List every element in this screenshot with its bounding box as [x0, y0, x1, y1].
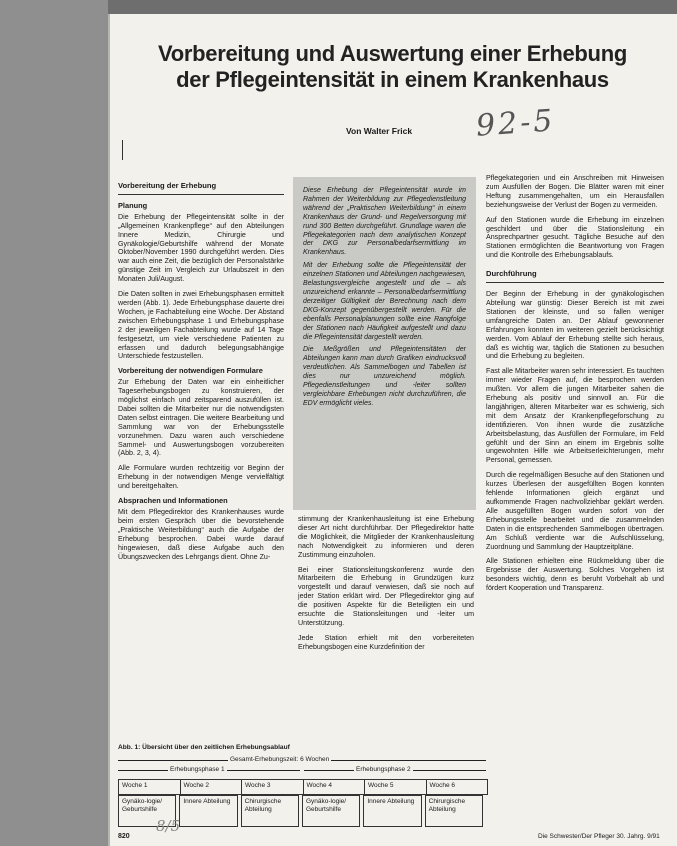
- week-row: [118, 779, 488, 795]
- subsection-title: Planung: [118, 200, 148, 210]
- article-title: [108, 41, 677, 93]
- column-1: [118, 182, 284, 567]
- week-cell: Woche 5: [364, 780, 426, 794]
- week-cell: Woche 6: [426, 780, 488, 794]
- figure-timeline: [118, 755, 486, 825]
- section-title: Vorbereitung der Erhebung: [118, 182, 284, 195]
- paragraph: stimmung der Krankenhausleitung ist eine Erhebung dieser Art nicht durchführbar. Der Pflegedirektor hatte die Möglichkeit, die Mitglieder der Krankenhausleitung nach Notwendigkeit zu informieren und deren Zustimmung einzuholen.: [298, 515, 474, 559]
- week-cell: Woche 2: [180, 780, 242, 794]
- paragraph: Die Daten sollten in zwei Erhebungsphasen ermittelt werden (Abb. 1). Jede Erhebungsphase dauerte drei Wochen, je Fachabteilung eine Woche. Der Abstand zwischen Erhebungsphase 1 und Erhebungsphase 2 der jeweiligen Fachabteilung wurde auf 14 Tage festgesetzt, um viele verschiedene Patienten zu erfassen und dadurch belegungsabhängige Unterschiede festzustellen.: [118, 290, 284, 361]
- paragraph: Durch die regelmäßigen Besuche auf den Stationen und kurzes Überlesen der ausgefüllten Bogen konnten fehlende Informationen gleich ergänzt und aufkommende Fragen nachvollziehbar geklärt werden. Alle ausgefüllten Bogen wurden sofort von der Erhebungsstelle bearbeitet und die zusammelnden Daten in die entsprechenden Sammelbogen übertragen. Am Schluß verdiente war die Aufschlüsselung, Zuordnung und Sammlung der Hauptzeitpläne.: [486, 471, 664, 551]
- title-line-2: der Pflegeintensität in einem Krankenhaus: [176, 67, 609, 92]
- phase1-label: Erhebungsphase 1: [170, 766, 225, 773]
- title-line-1: Vorbereitung und Auswertung einer Erhebung: [158, 41, 627, 66]
- info-box: [293, 177, 476, 510]
- paragraph: Die Erhebung der Pflegeintensität sollte in der „Allgemeinen Krankenpflege“ auf den Abteilungen Innere Medizin, Chirurgie und Gynäkologie/Geburtshilfe während der Monate Oktober/November 1990 durchgeführt werden. Dies war auch eine Zeit, die bezüglich der Personalstärke günstige Zeit im Vergleich zur Urlaubszeit in den Monaten Juli/August.: [118, 212, 284, 284]
- week-cell: Woche 4: [303, 780, 365, 794]
- scan-edge: [108, 0, 677, 14]
- paragraph: Alle Formulare wurden rechtzeitig vor Beginn der Erhebung in der notwendigen Menge vervielfältigt und bereitgehalten.: [118, 464, 284, 491]
- week-cell: Woche 1: [122, 782, 148, 789]
- author-line: Von Walter Frick: [346, 126, 413, 136]
- page-number: 820: [118, 833, 130, 840]
- section-title: Durchführung: [486, 270, 664, 283]
- department-cell: Gynäko-logie/ Geburtshilfe: [118, 795, 176, 827]
- paragraph: Jede Station erhielt mit den vorbereiteten Erhebungsbogen eine Kurzdefinition der: [298, 633, 474, 651]
- paragraph: Auf den Stationen wurde die Erhebung im einzelnen geschildert und über die Stationsleitung ein Ansprechpartner gesucht. Tägliche Besuche auf den Stationen ermöglichten die Beantwortung von Fragen und die Kontrolle des Erhebungsablaufs.: [486, 215, 664, 260]
- department-cell: Gynäko-logie/ Geburtshilfe: [302, 795, 360, 827]
- figure-caption: Abb. 1: Übersicht über den zeitlichen Erhebungsablauf: [118, 744, 290, 751]
- document-page: [108, 14, 677, 846]
- week-cell: Woche 3: [241, 780, 303, 794]
- paragraph: Fast alle Mitarbeiter waren sehr interessiert. Es tauchten immer wieder Fragen auf, die besprochen werden mußten. Vor allem die jungen Mitarbeiter sahen die Erhebung als positiv und sinnvoll an. Für die langjährigen, älteren Mitarbeiter war es schwierig, sich mit dem Ansatz der Krankenpflegeforschung zu identifizieren. Von ihnen wurde die zusätzliche Arbeitsbelastung, das Ausfüllen der Formulare, im Feld gefühlt und der Sinn an einem im Ergebnis sollte ungewohnten Hilfe wie Arbeitserleichterungen, mehr Personal, gemessen.: [486, 367, 664, 465]
- subsection-title: Absprachen und Informationen: [118, 496, 228, 506]
- column-2: [298, 515, 474, 658]
- paragraph: Mit dem Pflegedirektor des Krankenhauses wurde beim ersten Gespräch über die bevorstehende „Praktische Weiterbildung“ auch die Aufgabe der Erhebung besprochen. Dabei wurde darauf hingewiesen, daß diese Aufgabe auch den Übungszwecken des Lehrgangs dient. Ohne Zu-: [118, 508, 284, 561]
- box-paragraph: Diese Erhebung der Pflegeintensität wurde im Rahmen der Weiterbildung zur Pflegedienstleitung während der „Praktischen Weiterbildung“ in einem Krankenhaus der Grund- und Regelversorgung mit rund 300 Betten durchgeführt. Grundlage waren die Pflegekategorien nach dem analytischen Konzept der DKG zur Personalbedarfsermittlung im Krankenhaus.: [303, 187, 466, 257]
- box-paragraph: Mit der Erhebung sollte die Pflegeintensität der einzelnen Stationen und Abteilungen nachgewiesen, Belastungsvergleiche angestellt und die – als unzureichend erkannte – Personalbedarfsermittlung derzeitiger Gültigkeit der Berechnung nach dem DKG-Konzept gegenübergestellt werden. Für die ebenfalls Personalplanungen sollte eine Rangfolge der Stationen nach Häufigkeit aufgestellt und dazu die Pflegeintensität dargestellt werden.: [303, 262, 466, 341]
- scan-shadow: [108, 14, 110, 846]
- paragraph: Alle Stationen erhielten eine Rückmeldung über die Ergebnisse der Auswertung. Solches Vorgehen ist besonders wichtig, denn es beruht Vorbehalt ab und fördert Kooperation und Transparenz.: [486, 557, 664, 593]
- phase2-label: Erhebungsphase 2: [356, 766, 411, 773]
- department-cell: Chirurgische Abteilung: [241, 795, 299, 827]
- handwritten-note: 92-5: [474, 103, 557, 144]
- paragraph: Zur Erhebung der Daten war ein einheitlicher Tageserhebungsbogen zu konstruieren, der möglichst einfach und zeitsparend auszufüllen ist. Dabei sollten die Mitarbeiter nur die notwendigsten Daten selbst eintragen. Die weitere Bearbeitung und Sammlung war von der Erhebungsstelle vorzunehmen. Dazu waren auch verschiedene Sammel- und Auswertungsbogen vorzubereiten (Abb. 2, 3, 4).: [118, 378, 284, 458]
- box-paragraph: Die Meßgrößen und Pflegeintensitäten der Abteilungen kann man durch Grafiken eindrucksvoll verdeutlichen. Als Sammelbogen und Tabellen ist dies nur unzureichend möglich. Pflegedienstleitungen und -leiter sollten vergleichbare Erhebungen nicht durchzuführen, die EDV ermöglicht vieles.: [303, 346, 466, 407]
- paragraph: Der Beginn der Erhebung in der gynäkologischen Abteilung war günstig: Dieser Bereich ist mit zwei Stationen der kleinste, und so fallen weniger umfangreiche Daten an. Der Ablauf gewonnener Erfahrungen konnten im weiteren gezielt berücksichtigt werden. Vom Ablauf der Erhebung stellte sich heraus, daß es wichtig war, täglich die Stationen zu besuchen und die Erhebung zu begleiten.: [486, 290, 664, 361]
- subsection-title: Vorbereitung der notwendigen Formulare: [118, 366, 263, 376]
- crop-mark: [122, 140, 123, 160]
- paragraph: Bei einer Stationsleitungskonferenz wurde den Mitarbeitern die Erhebung in Grundzügen kurz vorgestellt und darauf verwiesen, daß sie noch auf jeder Station erklärt wird. Der Pflegedirektor ging auf die positiven Aspekte für die Beteiligten ein und ersuchte die Stationsleitungen und -leiter um Unterstützung.: [298, 565, 474, 627]
- paragraph: Pflegekategorien und ein Anschreiben mit Hinweisen zum Ausfüllen der Bogen. Die Blätter waren mit einer Heftung zusammengehalten, um ein Herausfallen beziehungsweise der Verlust der Bogen zu vermeiden.: [486, 174, 664, 209]
- handwritten-page-note: 8/5: [156, 817, 181, 835]
- department-cell: Innere Abteilung: [179, 795, 237, 827]
- total-label: Gesamt-Erhebungszeit: 6 Wochen: [230, 756, 330, 763]
- department-cell: Chirurgische Abteilung: [425, 795, 483, 827]
- department-cell: Innere Abteilung: [363, 795, 421, 827]
- journal-footer: Die Schwester/Der Pfleger 30. Jahrg. 9/91: [538, 833, 660, 840]
- column-3: [486, 174, 664, 599]
